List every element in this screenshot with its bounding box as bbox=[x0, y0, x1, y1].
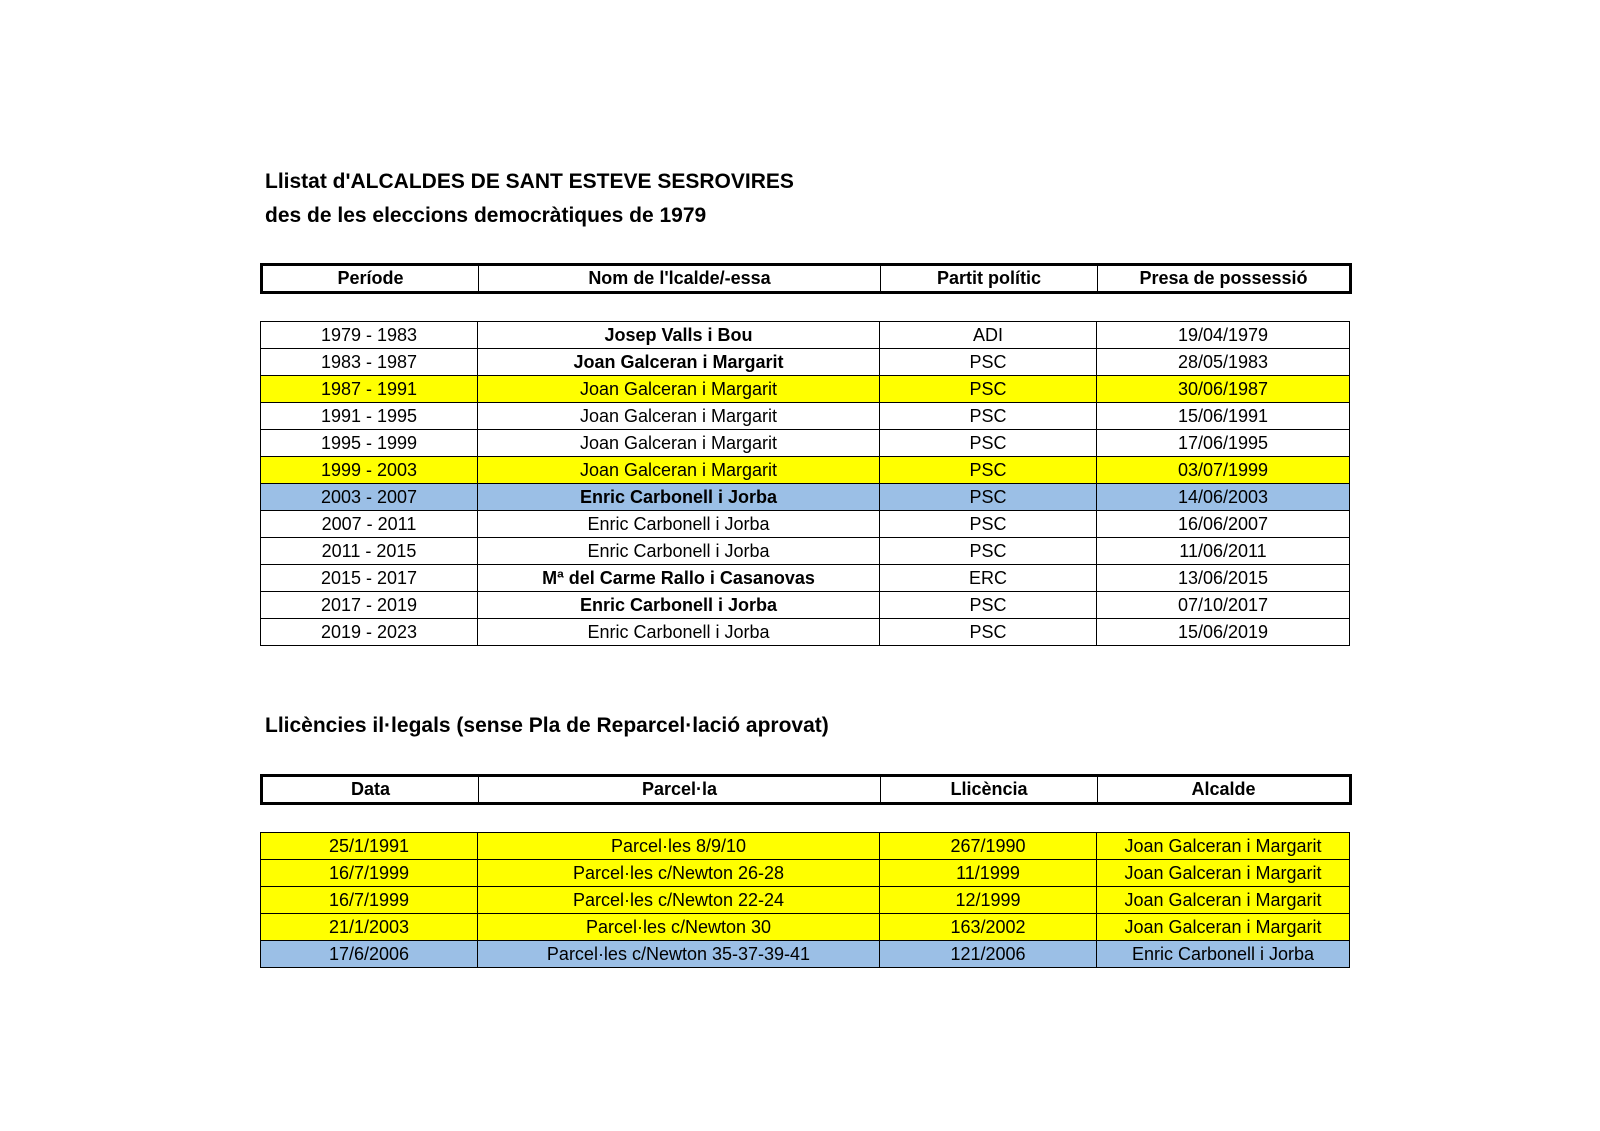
cell-period: 2015 - 2017 bbox=[261, 565, 478, 592]
cell-period: 1983 - 1987 bbox=[261, 349, 478, 376]
cell-period: 2003 - 2007 bbox=[261, 484, 478, 511]
header-mayor: Alcalde bbox=[1098, 776, 1351, 804]
cell-license: 163/2002 bbox=[880, 914, 1097, 941]
table-row bbox=[261, 511, 1350, 538]
header-license: Llicència bbox=[881, 776, 1098, 804]
cell-date: 21/1/2003 bbox=[261, 914, 478, 941]
cell-mayor: Enric Carbonell i Jorba bbox=[1097, 941, 1350, 968]
header-parcel: Parcel·la bbox=[479, 776, 881, 804]
cell-party: PSC bbox=[880, 538, 1097, 565]
cell-period: 1979 - 1983 bbox=[261, 322, 478, 349]
cell-period: 1999 - 2003 bbox=[261, 457, 478, 484]
cell-mayor-name: Enric Carbonell i Jorba bbox=[478, 484, 880, 511]
cell-party: ERC bbox=[880, 565, 1097, 592]
header-row bbox=[262, 265, 1351, 293]
cell-mayor-name: Joan Galceran i Margarit bbox=[478, 403, 880, 430]
cell-mayor: Joan Galceran i Margarit bbox=[1097, 833, 1350, 860]
cell-mayor-name: Enric Carbonell i Jorba bbox=[478, 619, 880, 646]
cell-inauguration-date: 13/06/2015 bbox=[1097, 565, 1350, 592]
cell-inauguration-date: 11/06/2011 bbox=[1097, 538, 1350, 565]
cell-inauguration-date: 15/06/2019 bbox=[1097, 619, 1350, 646]
cell-mayor-name: Josep Valls i Bou bbox=[478, 322, 880, 349]
table-row bbox=[261, 484, 1350, 511]
cell-inauguration-date: 28/05/1983 bbox=[1097, 349, 1350, 376]
cell-license: 121/2006 bbox=[880, 941, 1097, 968]
cell-mayor-name: Enric Carbonell i Jorba bbox=[478, 511, 880, 538]
table-row bbox=[261, 860, 1350, 887]
mayors-table-header bbox=[260, 263, 1352, 294]
cell-parcel: Parcel·les c/Newton 30 bbox=[478, 914, 880, 941]
cell-party: PSC bbox=[880, 511, 1097, 538]
header-row bbox=[262, 776, 1351, 804]
table-row bbox=[261, 565, 1350, 592]
cell-mayor: Joan Galceran i Margarit bbox=[1097, 860, 1350, 887]
cell-period: 2017 - 2019 bbox=[261, 592, 478, 619]
cell-period: 2019 - 2023 bbox=[261, 619, 478, 646]
cell-party: ADI bbox=[880, 322, 1097, 349]
cell-period: 1987 - 1991 bbox=[261, 376, 478, 403]
licenses-table bbox=[260, 832, 1350, 968]
header-party: Partit polític bbox=[881, 265, 1098, 293]
cell-mayor-name: Mª del Carme Rallo i Casanovas bbox=[478, 565, 880, 592]
cell-party: PSC bbox=[880, 403, 1097, 430]
list-title-line-2: des de les eleccions democràtiques de 1979 bbox=[265, 204, 707, 227]
table-row bbox=[261, 457, 1350, 484]
list-title-line-1: Llistat d'ALCALDES DE SANT ESTEVE SESROVIRES bbox=[265, 170, 794, 193]
table-row bbox=[261, 619, 1350, 646]
licenses-table-header bbox=[260, 774, 1352, 805]
cell-parcel: Parcel·les c/Newton 26-28 bbox=[478, 860, 880, 887]
cell-license: 12/1999 bbox=[880, 887, 1097, 914]
table-row bbox=[261, 430, 1350, 457]
mayors-table bbox=[260, 321, 1350, 646]
table-row bbox=[261, 833, 1350, 860]
cell-license: 267/1990 bbox=[880, 833, 1097, 860]
cell-mayor-name: Enric Carbonell i Jorba bbox=[478, 592, 880, 619]
cell-party: PSC bbox=[880, 376, 1097, 403]
cell-period: 2011 - 2015 bbox=[261, 538, 478, 565]
cell-inauguration-date: 03/07/1999 bbox=[1097, 457, 1350, 484]
table-row bbox=[261, 941, 1350, 968]
table-row bbox=[261, 322, 1350, 349]
header-period: Període bbox=[337, 268, 404, 288]
cell-period: 2007 - 2011 bbox=[261, 511, 478, 538]
cell-inauguration-date: 14/06/2003 bbox=[1097, 484, 1350, 511]
cell-date: 16/7/1999 bbox=[261, 860, 478, 887]
table-row bbox=[261, 376, 1350, 403]
header-date: Presa de possessió bbox=[1098, 265, 1351, 293]
cell-mayor-name: Joan Galceran i Margarit bbox=[478, 457, 880, 484]
table-row bbox=[261, 403, 1350, 430]
cell-party: PSC bbox=[880, 430, 1097, 457]
cell-party: PSC bbox=[880, 349, 1097, 376]
table-row bbox=[261, 592, 1350, 619]
cell-mayor: Joan Galceran i Margarit bbox=[1097, 914, 1350, 941]
cell-parcel: Parcel·les c/Newton 35-37-39-41 bbox=[478, 941, 880, 968]
cell-mayor: Joan Galceran i Margarit bbox=[1097, 887, 1350, 914]
cell-party: PSC bbox=[880, 484, 1097, 511]
cell-party: PSC bbox=[880, 619, 1097, 646]
cell-inauguration-date: 16/06/2007 bbox=[1097, 511, 1350, 538]
cell-party: PSC bbox=[880, 592, 1097, 619]
cell-inauguration-date: 30/06/1987 bbox=[1097, 376, 1350, 403]
cell-inauguration-date: 07/10/2017 bbox=[1097, 592, 1350, 619]
table-row bbox=[261, 538, 1350, 565]
cell-period: 1995 - 1999 bbox=[261, 430, 478, 457]
header-date: Data bbox=[350, 779, 390, 799]
cell-parcel: Parcel·les c/Newton 22-24 bbox=[478, 887, 880, 914]
cell-inauguration-date: 15/06/1991 bbox=[1097, 403, 1350, 430]
cell-mayor-name: Enric Carbonell i Jorba bbox=[478, 538, 880, 565]
licenses-title: Llicències il·legals (sense Pla de Reparcel·lació aprovat) bbox=[265, 714, 829, 737]
cell-license: 11/1999 bbox=[880, 860, 1097, 887]
cell-parcel: Parcel·les 8/9/10 bbox=[478, 833, 880, 860]
table-row bbox=[261, 914, 1350, 941]
cell-date: 25/1/1991 bbox=[261, 833, 478, 860]
cell-mayor-name: Joan Galceran i Margarit bbox=[478, 376, 880, 403]
header-name: Nom de l'lcalde/-essa bbox=[479, 265, 881, 293]
cell-period: 1991 - 1995 bbox=[261, 403, 478, 430]
table-row bbox=[261, 349, 1350, 376]
cell-date: 17/6/2006 bbox=[261, 941, 478, 968]
cell-date: 16/7/1999 bbox=[261, 887, 478, 914]
cell-mayor-name: Joan Galceran i Margarit bbox=[478, 430, 880, 457]
cell-inauguration-date: 19/04/1979 bbox=[1097, 322, 1350, 349]
table-row bbox=[261, 887, 1350, 914]
cell-inauguration-date: 17/06/1995 bbox=[1097, 430, 1350, 457]
cell-party: PSC bbox=[880, 457, 1097, 484]
cell-mayor-name: Joan Galceran i Margarit bbox=[478, 349, 880, 376]
